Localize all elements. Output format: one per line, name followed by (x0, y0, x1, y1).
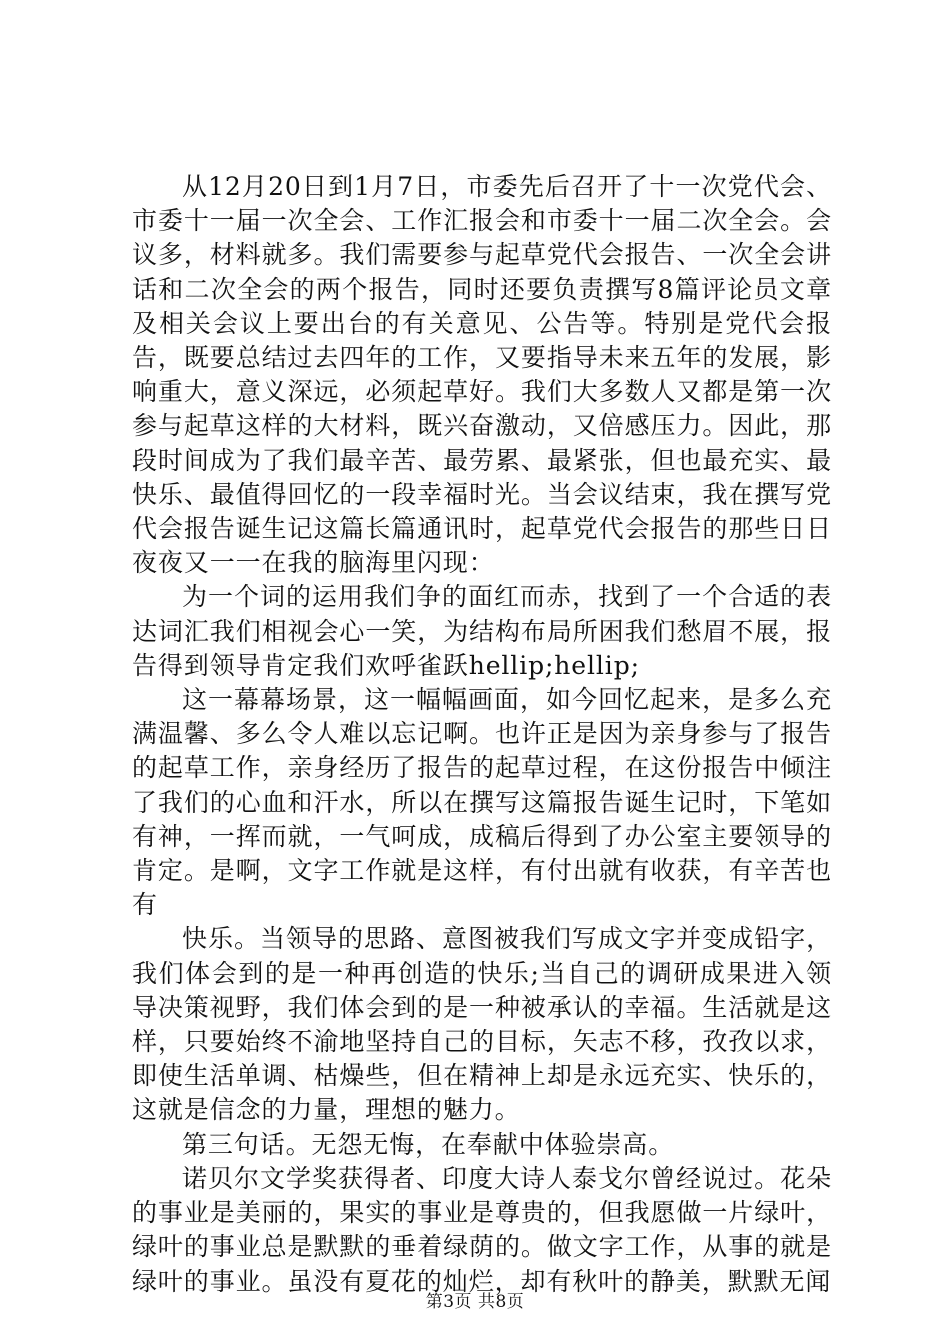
paragraph-3: 这一幕幕场景，这一幅幅画面，如今回忆起来，是多么充满温馨、多么令人难以忘记啊。也许正是因为亲身参与了报告的起草工作，亲身经历了报告的起草过程，在这份报告中倾注了我们的心血和汗水，所以在撰写这篇报告诞生记时，下笔如有神，一挥而就，一气呵成，成稿后得到了办公室主要领导的肯定。是啊，文字工作就是这样，有付出就有收获，有辛苦也有 (132, 685, 832, 920)
paragraph-1: 从12月20日到1月7日，市委先后召开了十一次党代会、市委十一届一次全会、工作汇报会和市委十一届二次全会。会议多，材料就多。我们需要参与起草党代会报告、一次全会讲话和二次全会的两个报告，同时还要负责撰写8篇评论员文章及相关会议上要出台的有关意见、公告等。特别是党代会报告，既要总结过去四年的工作，又要指导未来五年的发展，影响重大，意义深远，必须起草好。我们大多数人又都是第一次参与起草这样的大材料，既兴奋激动，又倍感压力。因此，那段时间成为了我们最辛苦、最劳累、最紧张，但也最充实、最快乐、最值得回忆的一段幸福时光。当会议结束，我在撰写党代会报告诞生记这篇长篇通讯时，起草党代会报告的那些日日夜夜又一一在我的脑海里闪现： (132, 172, 832, 578)
document-body (132, 170, 832, 1299)
paragraph-4: 快乐。当领导的思路、意图被我们写成文字并变成铅字，我们体会到的是一种再创造的快乐;当自己的调研成果进入领导决策视野，我们体会到的是一种被承认的幸福。生活就是这样，只要始终不渝地坚持自己的目标，矢志不移，孜孜以求，即使生活单调、枯燥些，但在精神上却是永远充实、快乐的，这就是信念的力量，理想的魅力。 (132, 924, 832, 1125)
paragraph-2: 为一个词的运用我们争的面红而赤，找到了一个合适的表达词汇我们相视会心一笑，为结构布局所困我们愁眉不展，报告得到领导肯定我们欢呼雀跃hellip;hellip; (132, 582, 832, 680)
paragraph-5: 第三句话。无怨无悔，在奉献中体验崇高。 (182, 1129, 675, 1159)
page-number-footer: 第3页 共8页 (425, 1292, 525, 1312)
paragraph-6: 诺贝尔文学奖获得者、印度大诗人泰戈尔曾经说过。花朵的事业是美丽的，果实的事业是尊贵的，但我愿做一片绿叶，绿叶的事业总是默默的垂着绿荫的。做文字工作，从事的就是绿叶的事业。虽没有夏花的灿烂，却有秋叶的静美，默默无闻 (132, 1163, 832, 1296)
